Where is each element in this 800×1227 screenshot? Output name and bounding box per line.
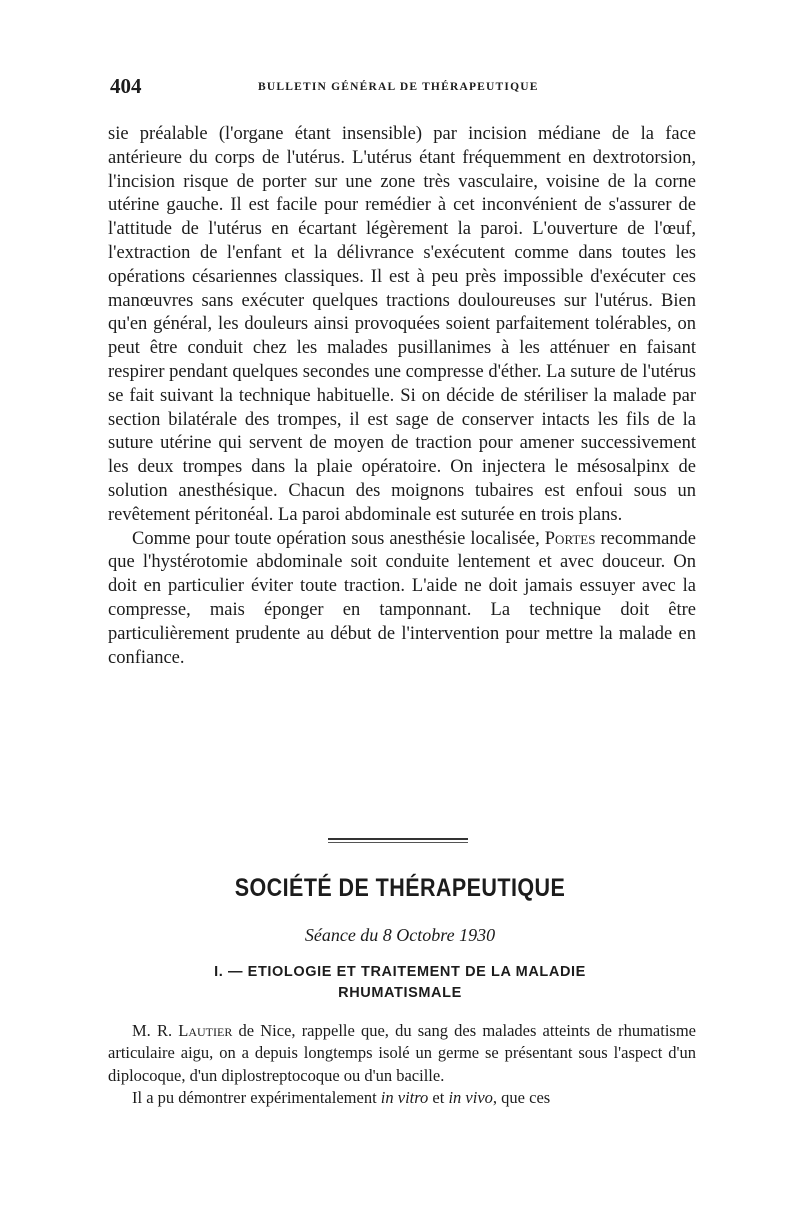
divider-line <box>328 838 468 840</box>
body-text <box>108 123 696 670</box>
session-date: Séance du 8 Octobre 1930 <box>304 925 496 945</box>
running-head <box>110 74 698 104</box>
italic-phrase: in vitro <box>380 1087 429 1107</box>
author-name: Portes <box>544 528 596 549</box>
paragraph-text: , que ces <box>492 1087 551 1107</box>
paragraph: sie préalable (l'organe étant insensible) par incision médiane de la face antérieure du corps de l'utérus. L'utérus étant fréquemment en dextrotorsion, l'incision risque de porter sur une zone très vasculaire, voisine de la corne utérine gauche. Il est facile pour remédier à cet inconvénient de s'assurer de l'attitude de l'utérus en écartant légèrement la paroi. L'ouverture de l'œuf, l'extraction de l'enfant et la délivrance s'exécutent comme dans toutes les opérations césariennes classiques. Il est à peu près impossible d'exécuter ces manœuvres sans exécuter quelques tractions douloureuses sur l'utérus. Bien qu'en général, les douleurs ainsi provoquées soient parfaitement tolérables, on peut être conduit chez les malades pusillanimes à les atténuer en faisant respirer pendant quelques secondes une compresse d'éther. La suture de l'utérus se fait suivant la technique habituelle. Si on décide de stériliser la malade par section bilatérale des trompes, il est sage de conserver intacts les fils de la suture utérine qui servent de moyen de traction pour amener successivement les deux trompes dans la plaie opératoire. On injectera le mésosalpinx de solution anesthésique. Chacun des moignons tubaires est enfoui sous un revêtement péritonéal. La paroi abdominale est suturée en trois plans. <box>108 124 696 525</box>
paragraph-text: Comme pour toute opération sous anesthésie localisée, <box>132 528 540 549</box>
section-divider <box>328 838 468 844</box>
paragraph-text: et <box>432 1087 445 1107</box>
italic-phrase: in vivo <box>448 1087 493 1107</box>
article-heading: I. — ETIOLOGIE ET TRAITEMENT DE LA MALADIE RHUMATISMALE <box>214 964 586 1001</box>
author-prefix: M. R. <box>132 1021 173 1040</box>
divider-line <box>328 842 468 843</box>
section-title: SOCIÉTÉ DE THÉRAPEUTIQUE <box>234 874 566 902</box>
running-title: BULLETIN GÉNÉRAL DE THÉRAPEUTIQUE <box>258 81 539 93</box>
paragraph <box>108 1087 696 1109</box>
author-name: Lautier <box>178 1021 233 1040</box>
paragraph <box>108 1020 696 1087</box>
paragraph-text: recommande que l'hystérotomie abdominale soit conduite lentement et avec douceur. On doit en particulier éviter toute traction. L'aide ne doit jamais essuyer avec la compresse, mais éponger en tamponnant. La technique doit être particulièrement prudente au début de l'intervention pour mettre la malade en confiance. <box>108 528 697 668</box>
paragraph-text: Il a pu démontrer expérimentalement <box>132 1087 377 1107</box>
page-number: 404 <box>110 74 142 98</box>
paragraph-text: de Nice, rappelle que, du sang des malades atteints de rhumatisme articulaire aigu, on a depuis longtemps isolé un germe se présentant sous l'aspect d'un diplocoque, d'un diplostreptocoque ou d'un bacille. <box>108 1021 697 1085</box>
body-text-2 <box>108 1020 696 1109</box>
paragraph <box>108 528 696 671</box>
